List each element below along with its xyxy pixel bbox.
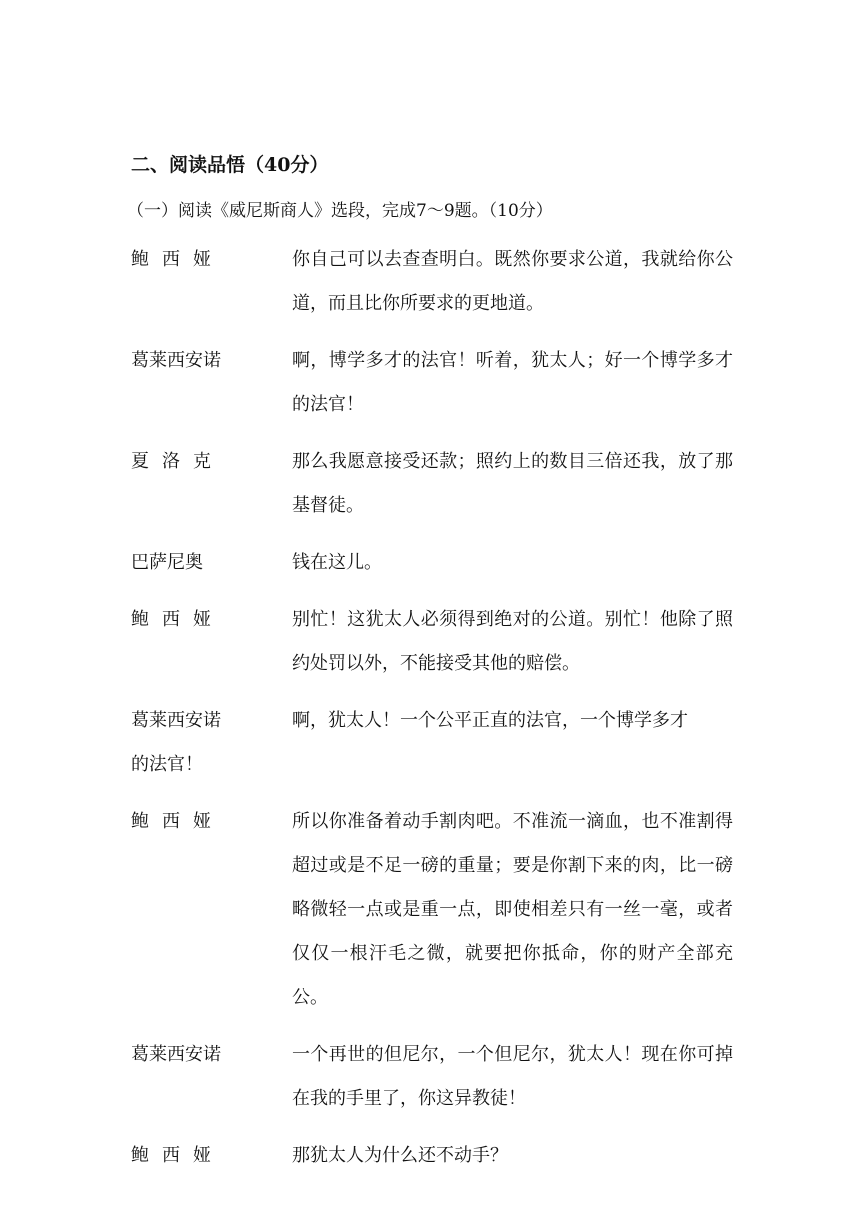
speech-text: 别忙！这犹太人必须得到绝对的公道。别忙！他除了照约处罚以外，不能接受其他的赔偿。 xyxy=(292,609,733,674)
speaker-name: 鲍西娅 xyxy=(131,811,224,832)
speaker-name: 鲍西娅 xyxy=(131,609,224,630)
passage-instruction: （一）阅读《威尼斯商人》选段，完成7～9题。（10分） xyxy=(127,201,553,221)
section-title: 二、阅读品悟（40分） xyxy=(131,154,329,176)
speech-text: 一个再世的但尼尔，一个但尼尔，犹太人！现在你可掉在我的手里了，你这异教徒！ xyxy=(292,1044,733,1109)
speaker-name: 葛莱西安诺 xyxy=(131,1044,221,1065)
dialogue-line xyxy=(131,1033,733,1121)
speaker-name: 鲍西娅 xyxy=(131,249,224,270)
dialogue-line xyxy=(131,339,733,427)
speech-text: 那么我愿意接受还款；照约上的数目三倍还我，放了那基督徒。 xyxy=(292,451,733,516)
speech-text: 你自己可以去查查明白。既然你要求公道，我就给你公道，而且比你所要求的更地道。 xyxy=(292,249,733,314)
speech-text-continued: 的法官！ xyxy=(131,754,203,775)
dialogue-line xyxy=(131,541,733,585)
speech-text: 所以你准备着动手割肉吧。不准流一滴血，也不准割得超过或是不足一磅的重量；要是你割下来的肉，比一磅略微轻一点或是重一点，即使相差只有一丝一毫，或者仅仅一根汗毛之微，就要把你抵命，你的财产全部充公。 xyxy=(292,811,733,1008)
dialogue-line xyxy=(131,598,733,686)
dialogue-line xyxy=(131,440,733,528)
speech-text: 啊，博学多才的法官！听着，犹太人；好一个博学多才的法官！ xyxy=(292,350,733,415)
speaker-name: 葛莱西安诺 xyxy=(131,710,221,731)
speaker-name: 葛莱西安诺 xyxy=(131,350,221,371)
dialogue-excerpt xyxy=(131,238,733,1191)
speech-text: 那犹太人为什么还不动手？ xyxy=(292,1145,508,1166)
speaker-name: 巴萨尼奥 xyxy=(131,552,203,573)
dialogue-line xyxy=(131,699,733,787)
speaker-name: 鲍西娅 xyxy=(131,1145,224,1166)
dialogue-line xyxy=(131,800,733,1020)
speech-text: 钱在这儿。 xyxy=(292,552,382,573)
speaker-name: 夏洛克 xyxy=(131,451,224,472)
dialogue-line xyxy=(131,1134,733,1178)
speech-text: 啊，犹太人！一个公平正直的法官，一个博学多才 xyxy=(292,710,688,731)
dialogue-line xyxy=(131,238,733,326)
